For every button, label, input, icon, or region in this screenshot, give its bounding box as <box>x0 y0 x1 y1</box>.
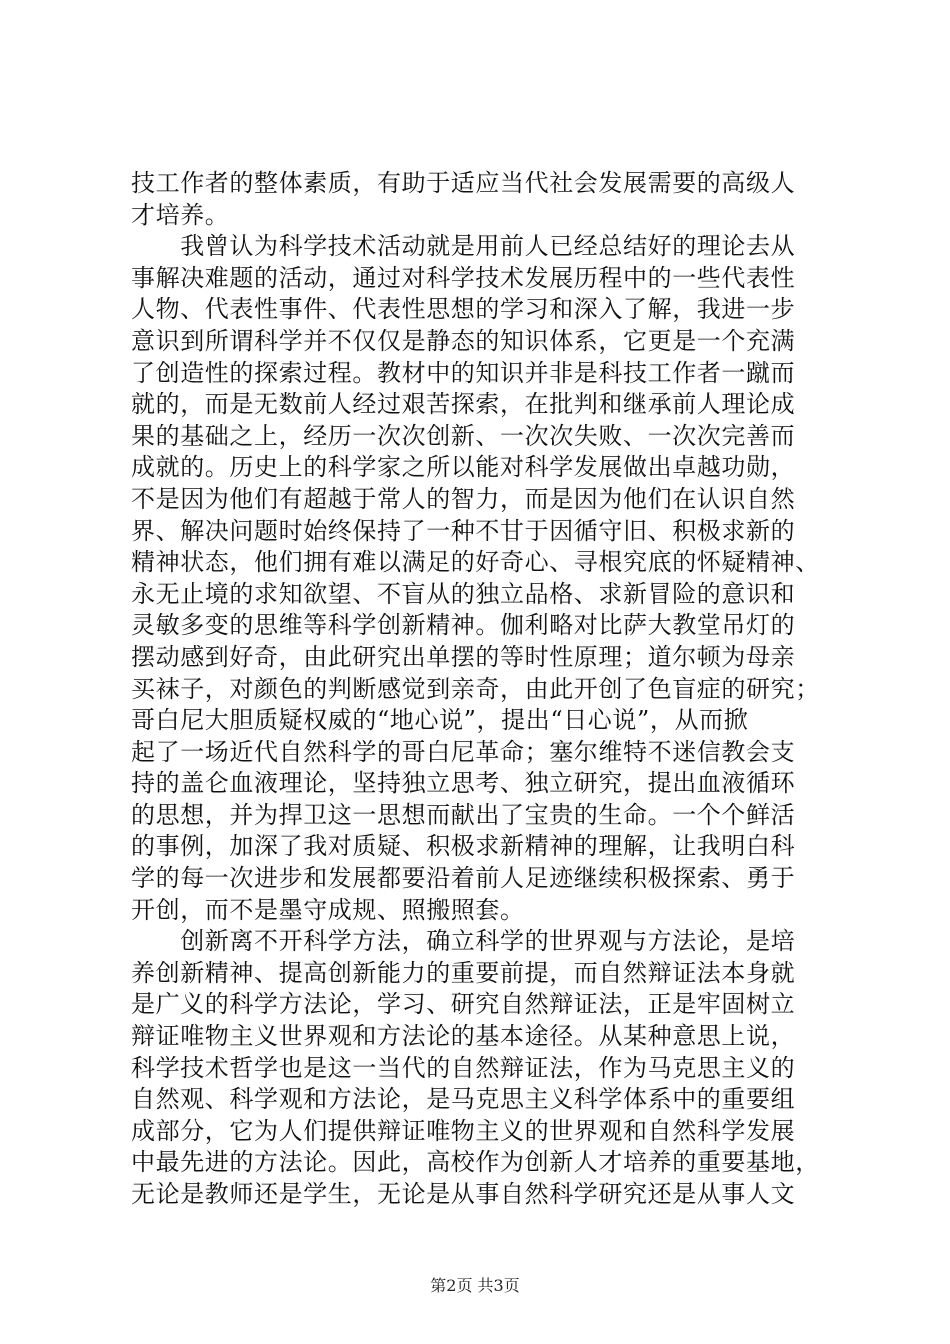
text-line: 意识到所谓科学并不仅仅是静态的知识体系，它更是一个充满 <box>131 326 796 355</box>
text-line: 是广义的科学方法论，学习、研究自然辩证法，正是牢固树立 <box>131 990 796 1019</box>
text-line: 灵敏多变的思维等科学创新精神。伽利略对比萨大教堂吊灯的 <box>131 611 796 640</box>
document-body <box>131 168 841 1211</box>
text-line: 成部分，它为人们提供辩证唯物主义的世界观和自然科学发展 <box>131 1116 796 1145</box>
text-line: 成就的。历史上的科学家之所以能对科学发展做出卓越功勋， <box>131 453 796 482</box>
text-line: 的事例，加深了我对质疑、积极求新精神的理解，让我明白科 <box>131 832 796 861</box>
text-line: 自然观、科学观和方法论，是马克思主义科学体系中的重要组 <box>131 1085 796 1114</box>
text-line: 精神状态，他们拥有难以满足的好奇心、寻根究底的怀疑精神、 <box>131 548 820 577</box>
text-line: 无论是教师还是学生，无论是从事自然科学研究还是从事人文 <box>131 1180 796 1208</box>
text-line: 持的盖仑血液理论，坚持独立思考、独立研究，提出血液循环 <box>131 769 796 798</box>
text-line: 了创造性的探索过程。教材中的知识并非是科技工作者一蹴而 <box>131 358 796 387</box>
text-line: 事解决难题的活动，通过对科学技术发展历程中的一些代表性 <box>131 263 796 292</box>
text-line: 开创，而不是墨守成规、照搬照套。 <box>131 895 525 924</box>
text-line: 养创新精神、提高创新能力的重要前提，而自然辩证法本身就 <box>131 958 796 987</box>
text-line: 不是因为他们有超越于常人的智力，而是因为他们在认识自然 <box>131 484 796 513</box>
text-line: 起了一场近代自然科学的哥白尼革命；塞尔维特不迷信教会支 <box>131 737 796 766</box>
text-line: 科学技术哲学也是这一当代的自然辩证法，作为马克思主义的 <box>131 1053 796 1082</box>
page-number-footer: 第2页 共3页 <box>430 1276 520 1295</box>
text-line: 才培养。 <box>131 200 230 229</box>
text-line: 学的每一次进步和发展都要沿着前人足迹继续积极探索、勇于 <box>131 864 796 893</box>
text-line: 哥白尼大胆质疑权威的“地心说”，提出“日心说”，从而掀 <box>131 706 749 735</box>
text-line: 的思想，并为捍卫这一思想而献出了宝贵的生命。一个个鲜活 <box>131 800 796 829</box>
text-line: 界、解决问题时始终保持了一种不甘于因循守旧、积极求新的 <box>131 516 796 545</box>
text-line: 辩证唯物主义世界观和方法论的基本途径。从某种意思上说， <box>131 1022 796 1051</box>
text-line: 就的，而是无数前人经过艰苦探索，在批判和继承前人理论成 <box>131 390 796 419</box>
text-line: 创新离不开科学方法，确立科学的世界观与方法论，是培 <box>131 927 796 956</box>
text-line: 我曾认为科学技术活动就是用前人已经总结好的理论去从 <box>131 232 796 261</box>
text-line: 中最先进的方法论。因此，高校作为创新人才培养的重要基地， <box>131 1148 820 1177</box>
text-line: 永无止境的求知欲望、不盲从的独立品格、求新冒险的意识和 <box>131 579 796 608</box>
text-line: 摆动感到好奇，由此研究出单摆的等时性原理；道尔顿为母亲 <box>131 642 796 671</box>
text-line: 技工作者的整体素质，有助于适应当代社会发展需要的高级人 <box>131 169 796 197</box>
text-line: 人物、代表性事件、代表性思想的学习和深入了解，我进一步 <box>131 295 796 324</box>
text-line: 买袜子，对颜色的判断感觉到亲奇，由此开创了色盲症的研究； <box>131 674 820 703</box>
text-line: 果的基础之上，经历一次次创新、一次次失败、一次次完善而 <box>131 421 796 450</box>
